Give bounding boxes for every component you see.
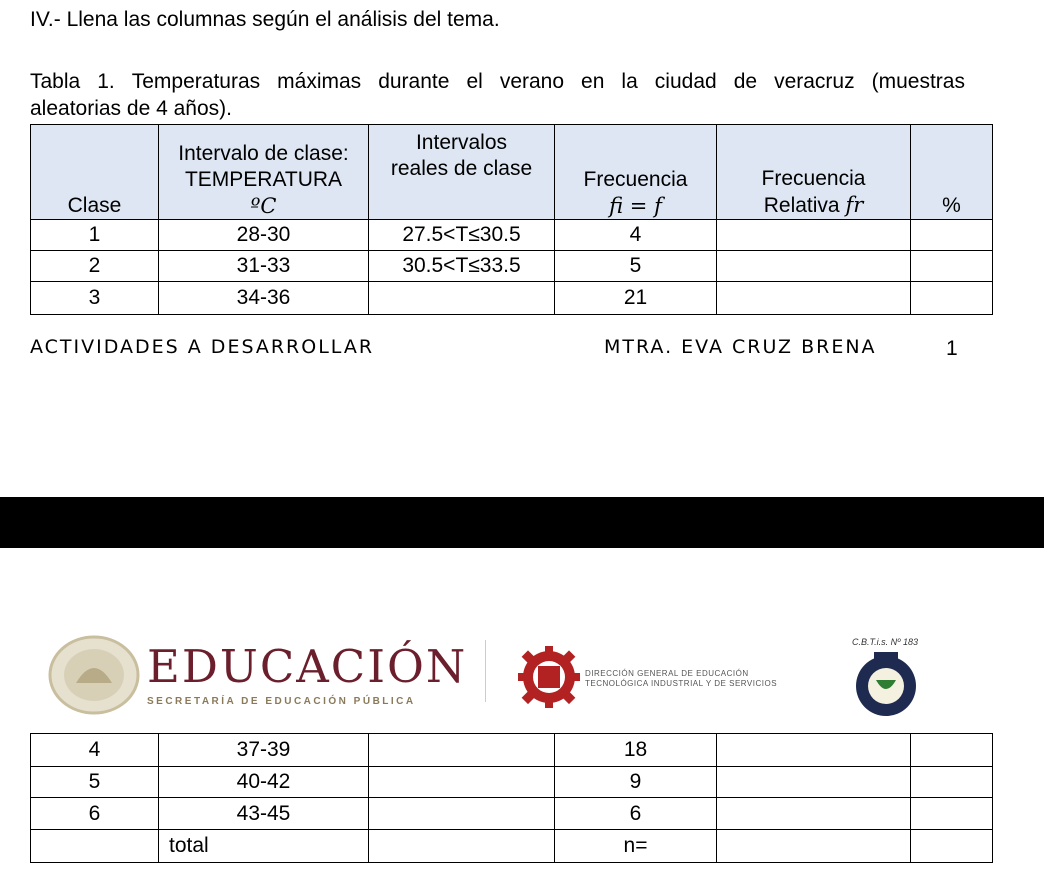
cell-relativa[interactable] (717, 220, 911, 251)
mexico-seal-icon (46, 633, 142, 717)
cell-frecuencia: 4 (555, 220, 717, 251)
cell-intervalo: 34-36 (159, 282, 369, 315)
dgeti-text: DIRECCIÓN GENERAL DE EDUCACIÓN TECNOLÓGICA INDUSTRIAL Y DE SERVICIOS (585, 669, 778, 688)
page-divider (0, 497, 1044, 548)
cell-reales[interactable] (369, 830, 555, 863)
table-row (31, 767, 993, 798)
table-row (31, 251, 993, 282)
cell-clase: 3 (31, 282, 159, 315)
cell-percent[interactable] (911, 282, 993, 315)
cell-relativa[interactable] (717, 830, 911, 863)
footer-left: ACTIVIDADES A DESARROLLAR (30, 336, 375, 358)
total-label: total (159, 830, 369, 863)
cell-clase: 6 (31, 798, 159, 830)
frequency-table-top (30, 124, 993, 315)
cbtis-label: C.B.T.i.s. Nº 183 (852, 637, 918, 647)
sep-subtitle: SECRETARÍA DE EDUCACIÓN PÚBLICA (147, 696, 416, 707)
cell-reales[interactable] (369, 282, 555, 315)
cell-clase: 4 (31, 734, 159, 767)
cell-intervalo: 43-45 (159, 798, 369, 830)
cell-intervalo: 31-33 (159, 251, 369, 282)
instruction-text: IV.- Llena las columnas según el análisis del tema. (30, 8, 500, 31)
frequency-table-bottom (30, 733, 993, 863)
cell-frecuencia: 9 (555, 767, 717, 798)
cell-clase: 2 (31, 251, 159, 282)
cell-relativa[interactable] (717, 767, 911, 798)
cell-intervalo: 37-39 (159, 734, 369, 767)
logo-separator (485, 640, 486, 702)
table-title-line2: aleatorias de 4 años). (30, 97, 232, 120)
table-header-row (31, 125, 993, 220)
cell-frecuencia: 21 (555, 282, 717, 315)
cell-reales[interactable] (369, 767, 555, 798)
footer-right: MTRA. EVA CRUZ BRENA (604, 336, 877, 358)
table-title-line1: Tabla 1. Temperaturas máximas durante el verano en la ciudad de veracruz (muestras (30, 70, 965, 93)
cell-reales: 30.5<T≤33.5 (369, 251, 555, 282)
header-frecuencia-relativa: Frecuencia Relativa fr (717, 125, 911, 220)
cell-relativa[interactable] (717, 798, 911, 830)
page-number: 1 (946, 337, 958, 360)
table-row (31, 734, 993, 767)
table-title (30, 68, 965, 122)
cell-reales[interactable] (369, 734, 555, 767)
header-frecuencia: Frecuencia fi = f (555, 125, 717, 220)
cell-frecuencia: 6 (555, 798, 717, 830)
cell-percent[interactable] (911, 767, 993, 798)
header-clase: Clase (31, 125, 159, 220)
cell-frecuencia: 18 (555, 734, 717, 767)
header-percent: % (911, 125, 993, 220)
cell-percent[interactable] (911, 734, 993, 767)
header-reales: Intervalos reales de clase (369, 125, 555, 220)
dgeti-gear-icon (518, 646, 580, 708)
cell-relativa[interactable] (717, 734, 911, 767)
total-row (31, 830, 993, 863)
header-intervalo: Intervalo de clase: TEMPERATURA ºC (159, 125, 369, 220)
cell-percent[interactable] (911, 220, 993, 251)
cell-clase: 5 (31, 767, 159, 798)
table-row (31, 282, 993, 315)
cell-reales[interactable] (369, 798, 555, 830)
table-row (31, 220, 993, 251)
cell-clase: 1 (31, 220, 159, 251)
cell-relativa[interactable] (717, 282, 911, 315)
cell-percent[interactable] (911, 798, 993, 830)
table-row (31, 798, 993, 830)
cell-percent[interactable] (911, 830, 993, 863)
cell-intervalo: 28-30 (159, 220, 369, 251)
cell-relativa[interactable] (717, 251, 911, 282)
cell-intervalo: 40-42 (159, 767, 369, 798)
cell-frecuencia: 5 (555, 251, 717, 282)
educacion-logo-text: EDUCACIÓN (147, 640, 468, 693)
cell-percent[interactable] (911, 251, 993, 282)
cbtis-logo-icon (843, 648, 929, 724)
cell-reales: 27.5<T≤30.5 (369, 220, 555, 251)
total-n[interactable]: n= (555, 830, 717, 863)
cell-clase (31, 830, 159, 863)
